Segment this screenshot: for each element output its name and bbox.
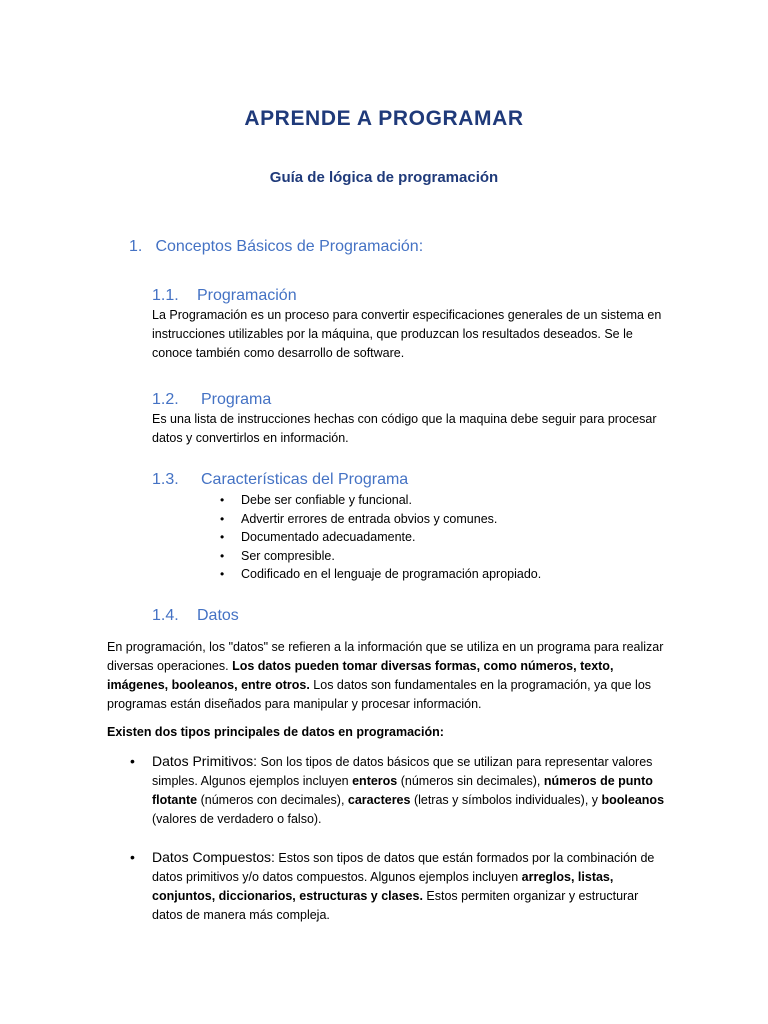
section-number: 1.2. <box>152 391 179 408</box>
term-label: Datos Compuestos: <box>152 849 275 865</box>
bullet-icon: • <box>130 849 135 865</box>
section-number: 1. <box>129 238 143 255</box>
section-number: 1.1. <box>152 287 179 304</box>
bullet-icon: • <box>220 493 225 507</box>
list-item-compound: • Datos Compuestos: Estos son tipos de datos que están formados por la combinación de datos primitivos y/o datos compuestos. Algunos ejemplos incluyen arreglos, listas, conjuntos, diccionarios, estructuras y clases. Estos permiten organizar y estructurar datos de manera más compleja. <box>130 849 655 922</box>
section-1-2-heading <box>152 388 271 412</box>
section-title: Programación <box>197 287 297 304</box>
section-title: Características del Programa <box>201 471 409 488</box>
list-item: • Codificado en el lenguaje de programación apropiado. <box>220 565 541 584</box>
section-1-4-heading <box>152 604 239 628</box>
section-1-3-heading <box>152 468 408 492</box>
datos-intro-paragraph: En programación, los "datos" se refieren a la información que se utiliza en un programa para realizar diversas operaciones. Los datos pueden tomar diversas formas, como números, texto, imágenes, booleanos, entre otros. Los datos son fundamentales en la programación, ya que los programas están diseñados para manipular y procesar información. <box>107 640 664 711</box>
list-item: • Ser compresible. <box>220 547 541 566</box>
section-title: Conceptos Básicos de Programación: <box>155 238 424 255</box>
section-number: 1.3. <box>152 471 179 488</box>
data-types-list-2 <box>130 848 670 925</box>
characteristics-list <box>220 491 541 584</box>
section-title: Programa <box>201 391 272 408</box>
section-title: Datos <box>197 607 239 624</box>
document-subtitle: Guía de lógica de programación <box>269 169 499 186</box>
list-item: • Debe ser confiable y funcional. <box>220 491 541 510</box>
bullet-icon: • <box>220 567 225 582</box>
bullet-icon: • <box>220 511 225 526</box>
section-number: 1.4. <box>152 607 179 624</box>
bullet-icon: • <box>130 753 135 769</box>
bullet-icon: • <box>220 530 225 545</box>
section-1-1-body: La Programación es un proceso para convertir especificaciones generales de un sistema en instrucciones utilizables por la máquina, que produzcan los resultados deseados. Se le conoce también como desarrollo de software. <box>152 308 662 360</box>
list-item-primitive: • Datos Primitivos: Son los tipos de datos básicos que se utilizan para representar valores simples. Algunos ejemplos incluyen enteros (números sin decimales), números de punto flotante (números con decimales), caracteres (letras y símbolos individuales), y booleanos (valores de verdadero o falso). <box>130 753 665 826</box>
data-types-list <box>130 752 670 829</box>
section-1-2-body: Es una lista de instrucciones hechas con código que la maquina debe seguir para procesar datos y convertirlos en información. <box>152 412 657 445</box>
section-1-heading <box>129 235 423 259</box>
list-item: • Advertir errores de entrada obvios y comunes. <box>220 510 541 529</box>
document-title: APRENDE A PROGRAMAR <box>244 107 524 130</box>
datos-types-heading: Existen dos tipos principales de datos en programación: <box>107 725 444 739</box>
term-label: Datos Primitivos: <box>152 753 258 769</box>
bullet-icon: • <box>220 548 225 563</box>
section-1-1-heading <box>152 284 297 308</box>
list-item: • Documentado adecuadamente. <box>220 528 541 547</box>
